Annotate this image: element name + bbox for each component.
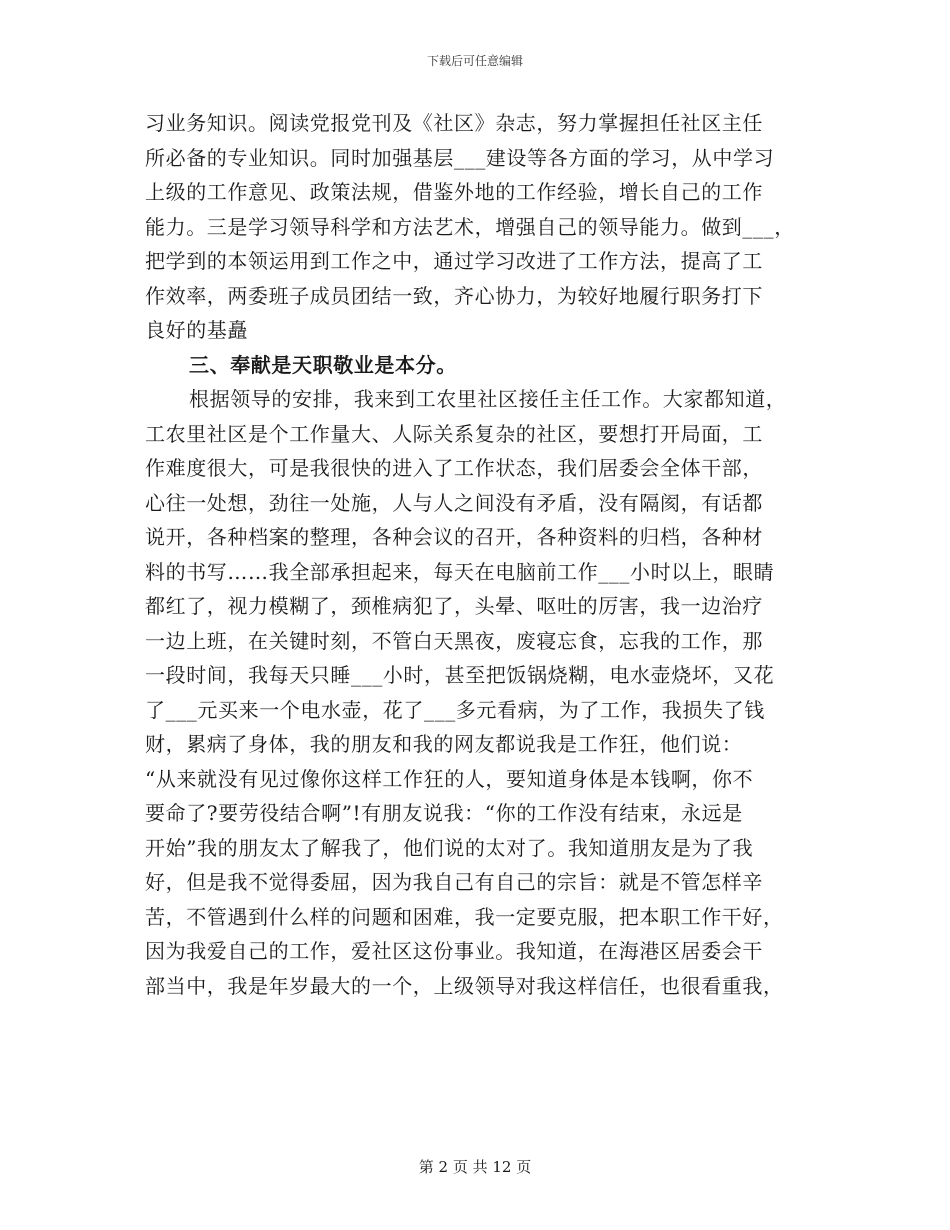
text-line: 习业务知识。阅读党报党刊及《社区》杂志，努力掌握担任社区主任 <box>145 111 763 135</box>
text-line: 苦，不管遇到什么样的问题和困难，我一定要克服，把本职工作干好， <box>145 904 784 929</box>
text-line: “从来就没有见过像你这样工作狂的人，要知道身体是本钱啊，你不 <box>145 766 754 791</box>
text-line: 上级的工作意见、政策法规，借鉴外地的工作经验，增长自己的工作 <box>145 180 763 204</box>
text-line: 财，累病了身体，我的朋友和我的网友都说我是工作狂，他们说： <box>145 732 743 756</box>
text-line: 作难度很大，可是我很快的进入了工作状态，我们居委会全体干部， <box>145 456 763 480</box>
text-line: 作效率，两委班子成员团结一致，齐心协力，为较好地履行职务打下 <box>145 283 763 308</box>
text-line: 好，但是我不觉得委屈，因为我自己有自己的宗旨：就是不管怎样辛 <box>145 870 763 894</box>
document-body <box>145 106 810 1003</box>
text-line: 把学到的本领运用到工作之中，通过学习改进了工作方法，提高了工 <box>145 249 763 273</box>
text-line: 良好的基矗 <box>145 318 248 342</box>
section-heading: 三、奉献是天职敬业是本分。 <box>189 352 457 377</box>
text-line: 一边上班，在关键时刻，不管白天黑夜，废寝忘食，忘我的工作，那 <box>145 628 763 653</box>
text-line: 要命了?要劳役结合啊”!有朋友说我：“你的工作没有结束，永远是 <box>145 801 743 825</box>
text-line: 能力。三是学习领导科学和方法艺术，增强自己的领导能力。做到___， <box>145 214 795 239</box>
header-note: 下载后可任意编辑 <box>426 54 523 68</box>
text-line: 说开，各种档案的整理，各种会议的召开，各种资料的归档，各种材 <box>145 525 763 549</box>
text-line: 开始”我的朋友太了解我了，他们说的太对了。我知道朋友是为了我 <box>145 835 754 860</box>
text-line: 料的书写……我全部承担起来，每天在电脑前工作___小时以上，眼睛 <box>145 559 775 584</box>
text-line: 根据领导的安排，我来到工农里社区接任主任工作。大家都知道， <box>189 387 787 411</box>
page-number: 第 2 页 共 12 页 <box>418 1158 532 1176</box>
text-line: 都红了，视力模糊了，颈椎病犯了，头晕、呕吐的厉害，我一边治疗 <box>145 594 763 618</box>
text-line: 工农里社区是个工作量大、人际关系复杂的社区，要想打开局面，工 <box>145 421 763 446</box>
text-line: 心往一处想，劲往一处施，人与人之间没有矛盾，没有隔阂，有话都 <box>145 490 763 515</box>
text-line: 部当中，我是年岁最大的一个，上级领导对我这样信任，也很看重我， <box>145 973 784 998</box>
text-line: 一段时间，我每天只睡___小时，甚至把饭锅烧糊，电水壶烧坏，又花 <box>145 663 775 687</box>
text-line: 了___元买来一个电水壶，花了___多元看病，为了工作，我损失了钱 <box>145 697 765 722</box>
text-line: 因为我爱自己的工作，爱社区这份事业。我知道，在海港区居委会干 <box>145 939 763 963</box>
text-line: 所必备的专业知识。同时加强基层___建设等各方面的学习，从中学习 <box>145 145 775 170</box>
